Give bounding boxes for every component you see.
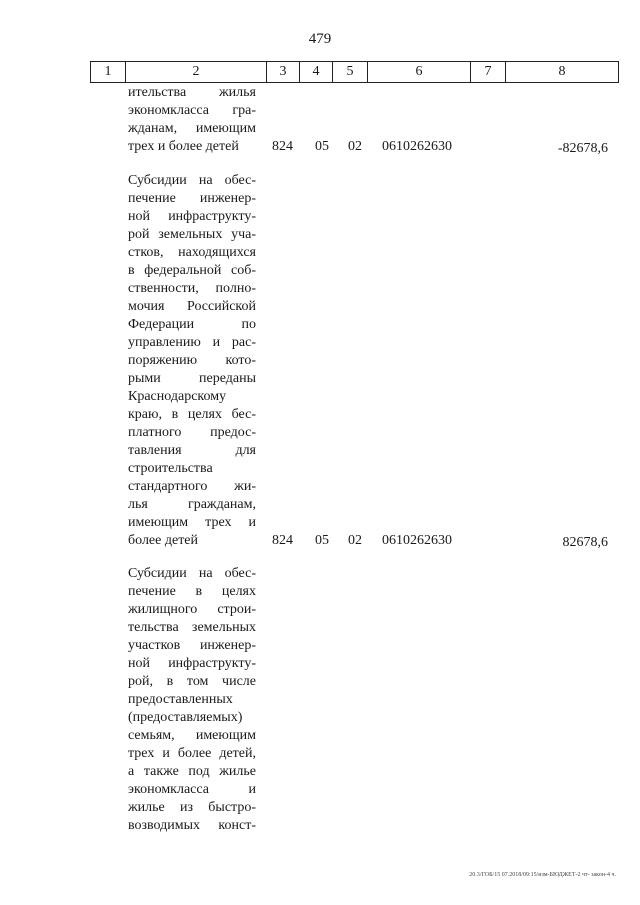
description-line: трех и более детей, [128,746,256,761]
description-line: Субсидии на обес- [128,173,256,188]
table-row-description [128,172,256,550]
description-line: экономкласса гра- [128,103,256,118]
column-header-3: 3 [267,62,300,83]
cell-section-code: 05 [315,533,329,548]
description-line: рой, в том числе [128,674,256,689]
description-line: строительства [128,461,213,476]
cell-subsection-code: 02 [348,139,362,154]
description-line: платного предос- [128,425,256,440]
description-line: трех и более детей [128,139,239,154]
column-header-8: 8 [506,62,619,83]
column-header-2: 2 [126,62,267,83]
column-header-4: 4 [300,62,333,83]
description-line: тельства земельных [128,620,256,635]
description-line: ной инфраструкту- [128,656,256,671]
description-line: Субсидии на обес- [128,566,256,581]
description-line: управлению и рас- [128,335,256,350]
description-line: печение инженер- [128,191,256,206]
description-line: Федерации по [128,317,256,332]
document-footer-code: 20.3/ГОБ/15 07.2018/09:15/изм-БЮДЖЕТ-2 чт- закон-4 ч. [469,872,616,878]
description-line: рыми переданы [128,371,256,386]
description-line: участков инженер- [128,638,256,653]
cell-amount: 82678,6 [562,535,608,550]
cell-amount: -82678,6 [557,141,608,156]
description-line: в федеральной соб- [128,263,256,278]
description-line: а также под жилье [128,764,256,779]
description-line: имеющим трех и [128,515,256,530]
description-line: стков, находящихся [128,245,256,260]
description-line: мочия Российской [128,299,256,314]
column-header-table [90,61,619,83]
description-line: жилищного строи- [128,602,256,617]
column-header-1: 1 [91,62,126,83]
cell-target-article: 0610262630 [382,533,452,548]
description-line: семьям, имеющим [128,728,256,743]
description-line: ной инфраструкту- [128,209,256,224]
description-line: жданам, имеющим [128,121,256,136]
description-line: рой земельных уча- [128,227,256,242]
cell-section-code: 05 [315,139,329,154]
column-header-5: 5 [333,62,368,83]
description-line: тавления для [128,443,256,458]
description-line: печение в целях [128,584,256,599]
description-line: возводимых конст- [128,818,256,833]
description-line: (предоставляемых) [128,710,243,725]
description-line: лья гражданам, [128,497,256,512]
description-line: экономкласса и [128,782,256,797]
description-line: ительства жилья [128,85,256,100]
column-header-6: 6 [368,62,471,83]
page-number: 479 [308,31,332,47]
table-row-description [128,84,256,156]
cell-ministry-code: 824 [272,533,293,548]
description-line: стандартного жи- [128,479,256,494]
description-line: более детей [128,533,199,548]
description-line: ственности, полно- [128,281,256,296]
table-row-description [128,565,256,835]
description-line: жилье из быстро- [128,800,256,815]
description-line: поряжению кото- [128,353,256,368]
cell-ministry-code: 824 [272,139,293,154]
description-line: Краснодарскому [128,389,227,404]
cell-subsection-code: 02 [348,533,362,548]
cell-target-article: 0610262630 [382,139,452,154]
description-line: краю, в целях бес- [128,407,256,422]
column-header-7: 7 [471,62,506,83]
description-line: предоставленных [128,692,233,707]
